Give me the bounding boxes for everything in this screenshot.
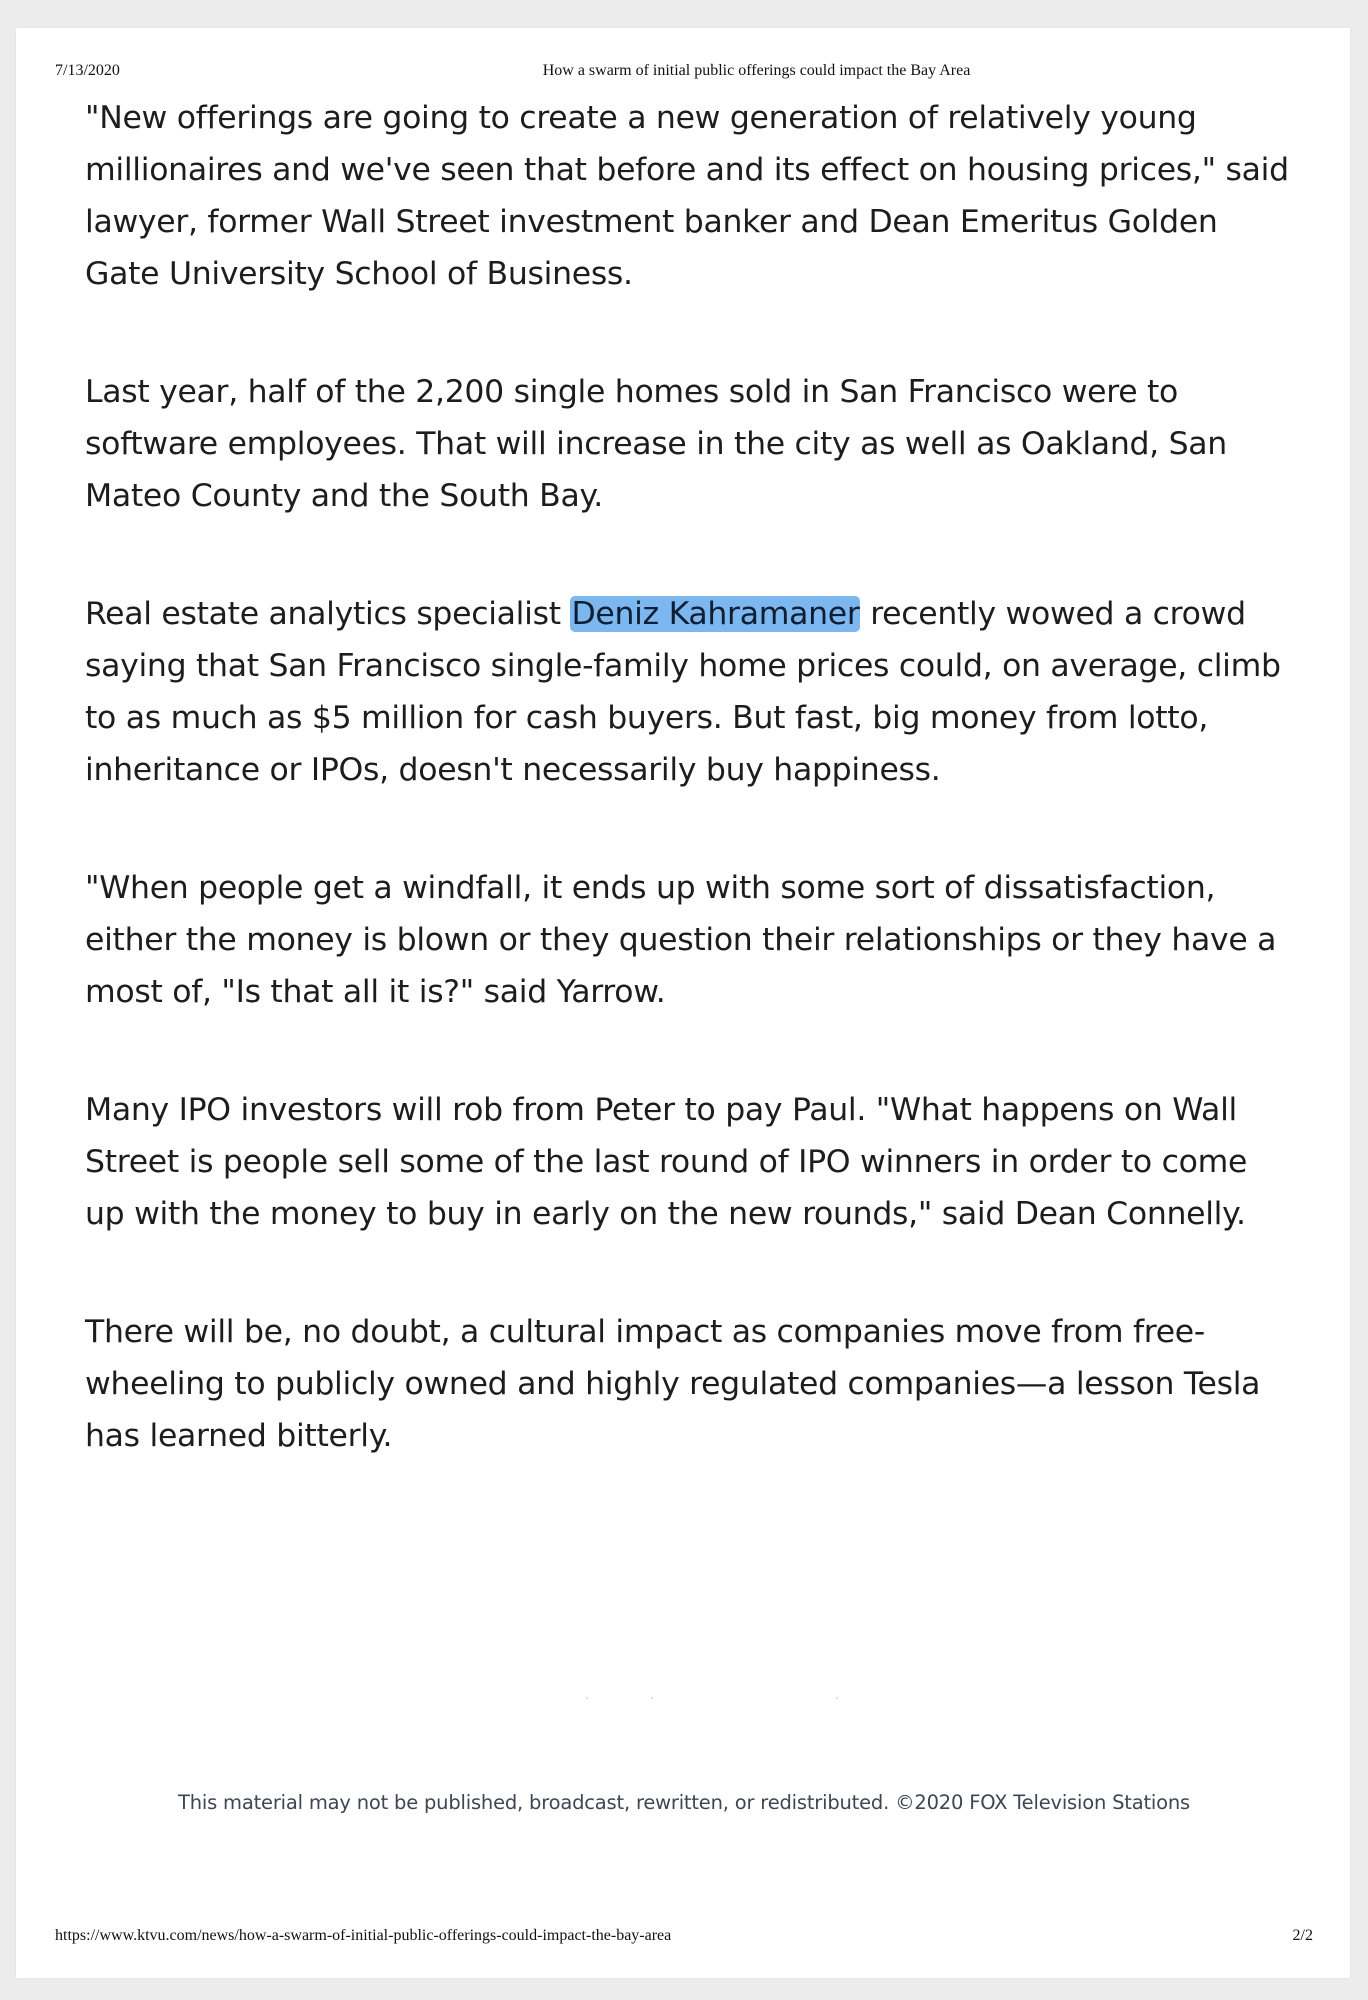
- article-paragraph: "When people get a windfall, it ends up with some sort of dissatisfaction, either the money is blown or they question their relationships or they have a most of, "Is that all it is?" said Yarrow.: [85, 870, 1277, 1010]
- article-body: [85, 92, 1295, 1528]
- highlighted-name-link[interactable]: Deniz Kahramaner: [571, 596, 860, 632]
- article-paragraph: [85, 588, 1295, 796]
- copyright-notice: This material may not be published, broadcast, rewritten, or redistributed. ©2020 FOX Television Stations: [177, 1791, 1190, 1814]
- page-number: 2/2: [1292, 1927, 1313, 1944]
- dot: [651, 1697, 653, 1699]
- article-paragraph: There will be, no doubt, a cultural impact as companies move from free-wheeling to publicly owned and highly regulated companies—a lesson Tesla has learned bitterly.: [85, 1314, 1261, 1454]
- print-header: [0, 62, 1368, 84]
- dot: [836, 1697, 838, 1699]
- print-title: How a swarm of initial public offerings could impact the Bay Area: [542, 62, 971, 79]
- ad-placeholder-dots: [0, 1697, 1368, 1701]
- dot: [586, 1697, 588, 1699]
- print-date: 7/13/2020: [55, 62, 120, 79]
- article-paragraph: Last year, half of the 2,200 single homes sold in San Francisco were to software employees. That will increase in the city as well as Oakland, San Mateo County and the South Bay.: [85, 374, 1227, 514]
- paragraph-text-after: recently wowed a crowd saying that San Francisco single-family home prices could, on average, climb to as much as $5 million for cash buyers. But fast, big money from lotto, inheritance or IPOs, doesn't necessarily buy happiness.: [85, 596, 1281, 788]
- print-url: https://www.ktvu.com/news/how-a-swarm-of-initial-public-offerings-could-impact-the-bay-area: [55, 1927, 672, 1944]
- paragraph-text-before: Real estate analytics specialist: [85, 596, 571, 632]
- article-paragraph: Many IPO investors will rob from Peter to pay Paul. "What happens on Wall Street is people sell some of the last round of IPO winners in order to come up with the money to buy in early on the new rounds," said Dean Connelly.: [85, 1092, 1248, 1232]
- article-paragraph: "New offerings are going to create a new generation of relatively young millionaires and we've seen that before and its effect on housing prices," said lawyer, former Wall Street investment banker and Dean Emeritus Golden Gate University School of Business.: [85, 100, 1289, 292]
